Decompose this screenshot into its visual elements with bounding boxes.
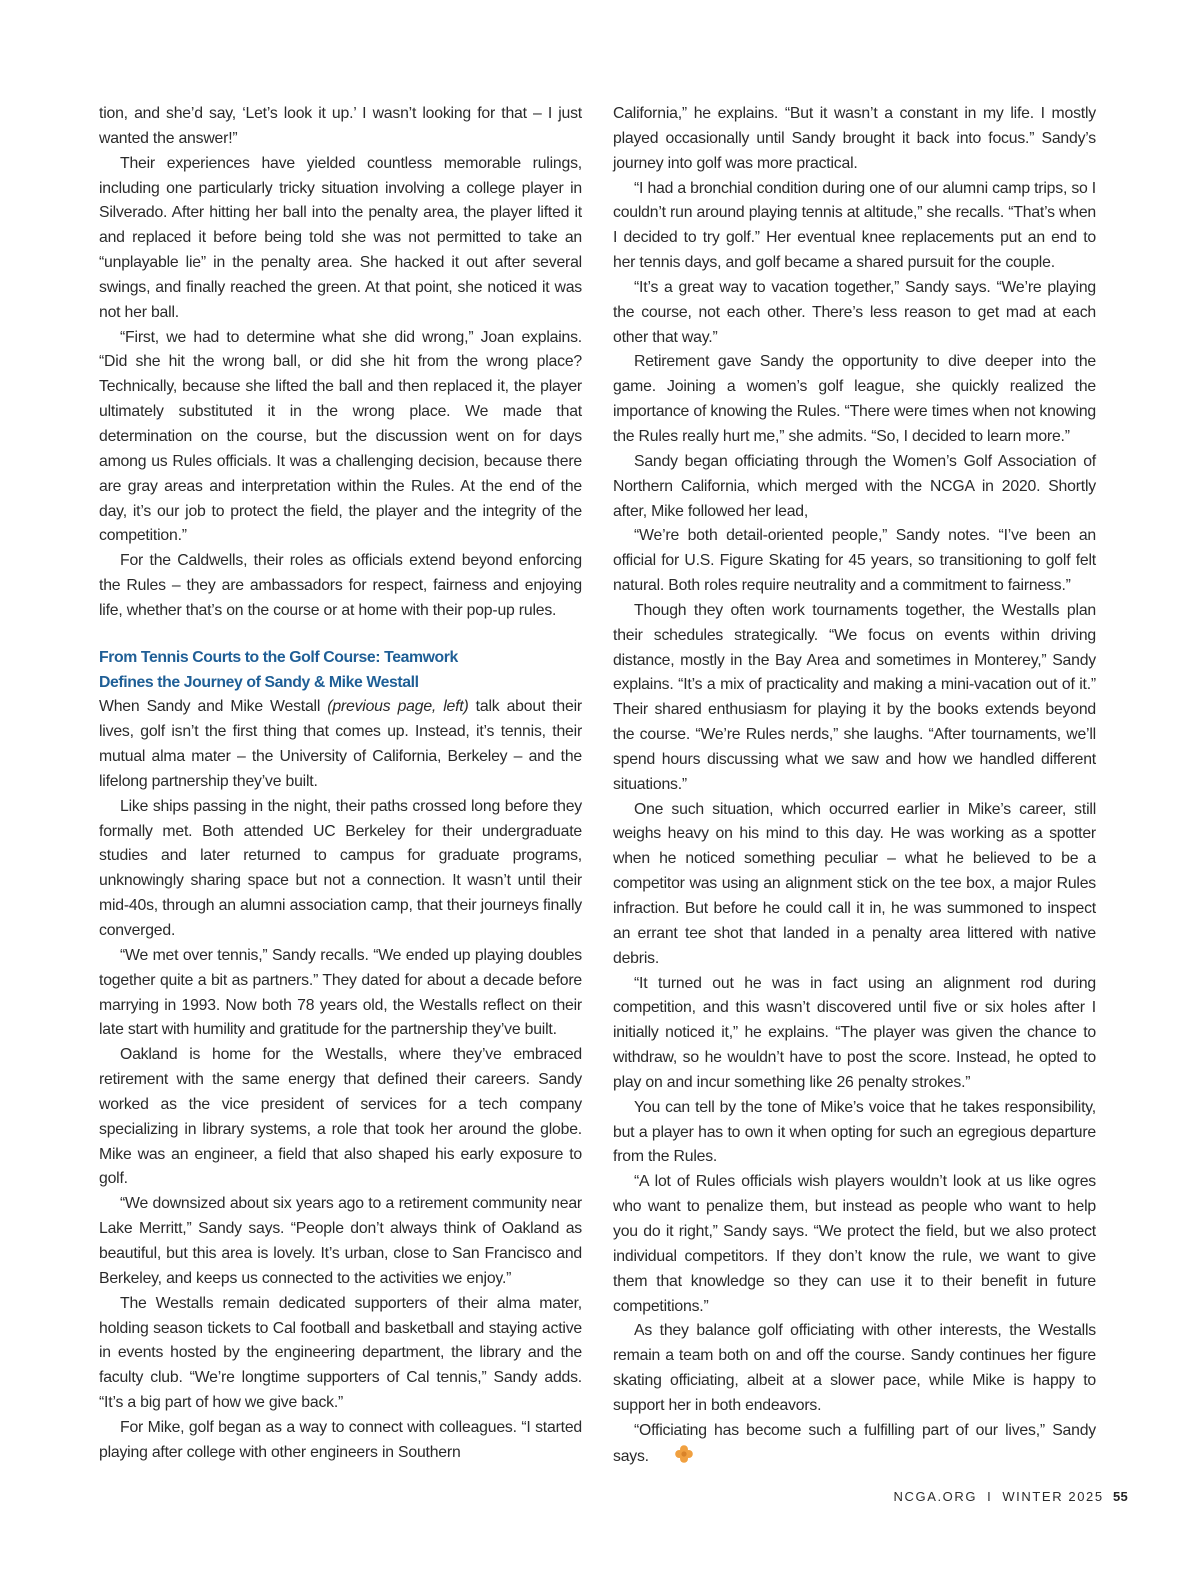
article-paragraph: “I had a bronchial condition during one of our alumni camp trips, so I couldn’t run around playing tennis at altitude,” she recalls. “That’s when I decided to try golf.” Her eventual knee replacements put an end to her tennis days, and golf became a shared pursuit for the couple. <box>613 179 1096 272</box>
article-paragraph: “We’re both detail-oriented people,” Sandy notes. “I’ve been an official for U.S. Figure Skating for 45 years, so transitioning to golf felt natural. Both roles require neutrality and a commitment to fairness.” <box>613 527 1096 595</box>
footer-separator: I <box>987 1489 993 1504</box>
article-paragraph: For the Caldwells, their roles as officials extend beyond enforcing the Rules – they are ambassadors for respect, fairness and enjoying life, whether that’s on the course or at home with their pop-up rules. <box>99 552 582 619</box>
article-paragraph: As they balance golf officiating with other interests, the Westalls remain a team both on and off the course. Sandy continues her figure skating officiating, albeit at a slower pace, while Mike is happy to support her in both endeavors. <box>613 1322 1096 1414</box>
article-paragraph: California,” he explains. “But it wasn’t a constant in my life. I mostly played occasionally until Sandy brought it back into focus.” Sandy’s journey into golf was more practical. <box>613 105 1096 172</box>
article-paragraph: Retirement gave Sandy the opportunity to dive deeper into the game. Joining a women’s golf league, she quickly realized the importance of knowing the Rules. “There were times when not knowing the Rules really hurt me,” she admits. “So, I decided to learn more.” <box>613 353 1096 445</box>
right-column <box>613 102 1096 1472</box>
article-paragraph <box>99 695 582 794</box>
article-paragraph: Sandy began officiating through the Women’s Golf Association of Northern California, which merged with the NCGA in 2020. Shortly after, Mike followed her lead, <box>613 452 1096 520</box>
article-paragraph: For Mike, golf began as a way to connect with colleagues. “I started playing after college with other engineers in Southern <box>99 1418 582 1461</box>
page-footer <box>894 1489 1129 1504</box>
footer-site: NCGA.ORG <box>893 1489 978 1504</box>
footer-issue: WINTER 2025 <box>1002 1489 1104 1504</box>
article-paragraph: One such situation, which occurred earlier in Mike’s career, still weighs heavy on his mind to this day. He was working as a spotter when he noticed something peculiar – what he believed to be a competitor was using an alignment stick on the tee box, a major Rules infraction. But before he could call it in, he was summoned to inspect an errant tee shot that landed in a penalty area littered with native debris. <box>613 800 1096 967</box>
article-paragraph: Their experiences have yielded countless memorable rulings, including one particularly tricky situation involving a college player in Silverado. After hitting her ball into the penalty area, the player lifted it and replaced it before being told she was not permitted to take an “unplayable lie” in the penalty area. She hacked it out after several swings, and finally reached the green. At that point, she noticed it was not her ball. <box>99 154 582 321</box>
article-paragraph: The Westalls remain dedicated supporters of their alma mater, holding season tickets to Cal football and basketball and staying active in events hosted by the engineering department, the library and the faculty club. “We’re longtime supporters of Cal tennis,” Sandy adds. “It’s a big part of how we give back.” <box>99 1294 582 1412</box>
article-paragraph: “First, we had to determine what she did wrong,” Joan explains. “Did she hit the wrong ball, or did she hit from the wrong place? Technically, because she lifted the ball and then replaced it, the player ultimately substituted it in the wrong place. We made that determination on the course, but the discussion went on for days among us Rules officials. It was a challenging decision, because there are gray areas and interpretation within the Rules. At the end of the day, it’s our job to protect the field, the player and the integrity of the competition.” <box>99 328 582 545</box>
article-paragraph: Oakland is home for the Westalls, where they’ve embraced retirement with the same energy that defined their careers. Sandy worked as the vice president of services for a tech company specializing in library systems, a role that took her around the globe. Mike was an engineer, a field that also shaped his early exposure to golf. <box>99 1046 582 1188</box>
paragraph-text: “Officiating has become such a fulfilling part of our lives,” Sandy says. <box>613 1421 1096 1465</box>
article-paragraph: Like ships passing in the night, their paths crossed long before they formally met. Both attended UC Berkeley for their undergraduate studies and later returned to campus for graduate programs, unknowingly sharing space but not a connection. It wasn’t until their mid-40s, through an alumni association camp, that their journeys finally converged. <box>99 797 582 939</box>
article-paragraph: You can tell by the tone of Mike’s voice that he takes responsibility, but a player has to own it when opting for such an egregious departure from the Rules. <box>613 1098 1096 1166</box>
section-heading-line2: Defines the Journey of Sandy & Mike Westall <box>99 673 419 691</box>
section-heading <box>99 646 582 696</box>
paragraph-text: talk about their lives, golf isn’t the first thing that comes up. Instead, it’s tennis, their mutual alma mater – the University of California, Berkeley – and the lifelong partnership they’ve built. <box>99 698 582 790</box>
article-paragraph: “It turned out he was in fact using an alignment rod during competition, and this wasn’t discovered until five or six holes after I initially noticed it,” he explains. “The player was given the chance to withdraw, so he wouldn’t have to post the score. Instead, he opted to play on and incur something like 26 penalty strokes.” <box>613 974 1096 1091</box>
left-column <box>99 102 582 1466</box>
article-paragraph: “It’s a great way to vacation together,” Sandy says. “We’re playing the course, not each other. There’s less reason to get mad at each other that way.” <box>613 278 1096 346</box>
page-number: 55 <box>1112 1489 1128 1504</box>
article-paragraph: “We downsized about six years ago to a retirement community near Lake Merritt,” Sandy says. “People don’t always think of Oakland as beautiful, but this area is lovely. It’s urban, close to San Francisco and Berkeley, and keeps us connected to the activities we enjoy.” <box>99 1195 582 1287</box>
paragraph-text: When Sandy and Mike Westall <box>99 698 328 716</box>
article-paragraph: “We met over tennis,” Sandy recalls. “We ended up playing doubles together quite a bit as partners.” They dated for about a decade before marrying in 1993. Now both 78 years old, the Westalls reflect on their late start with humility and gratitude for the partnership they’ve built. <box>99 946 582 1039</box>
article-paragraph: tion, and she’d say, ‘Let’s look it up.’ I wasn’t looking for that – I just wanted the answer!” <box>99 105 582 147</box>
article-paragraph-final <box>613 1419 1096 1473</box>
poppy-flower-icon <box>653 1444 694 1473</box>
section-heading-line1: From Tennis Courts to the Golf Course: Teamwork <box>99 648 458 666</box>
photo-reference: (previous page, left) <box>327 698 469 716</box>
article-paragraph: Though they often work tournaments together, the Westalls plan their schedules strategically. “We focus on events within driving distance, mostly in the Bay Area and sometimes in Monterey,” Sandy explains. “It’s a mix of practicality and making a mini-vacation out of it.” Their shared enthusiasm for playing it by the books extends beyond the course. “We’re Rules nerds,” she laughs. “After tournaments, we’ll spend hours discussing what we saw and how we handled different situations.” <box>613 601 1096 793</box>
article-paragraph: “A lot of Rules officials wish players wouldn’t look at us like ogres who want to penalize them, but instead as people who want to help you do it right,” Sandy says. “We protect the field, but we also protect individual competitors. If they don’t know the rule, we want to give them that knowledge so they can use it to their benefit in future competitions.” <box>613 1173 1096 1315</box>
